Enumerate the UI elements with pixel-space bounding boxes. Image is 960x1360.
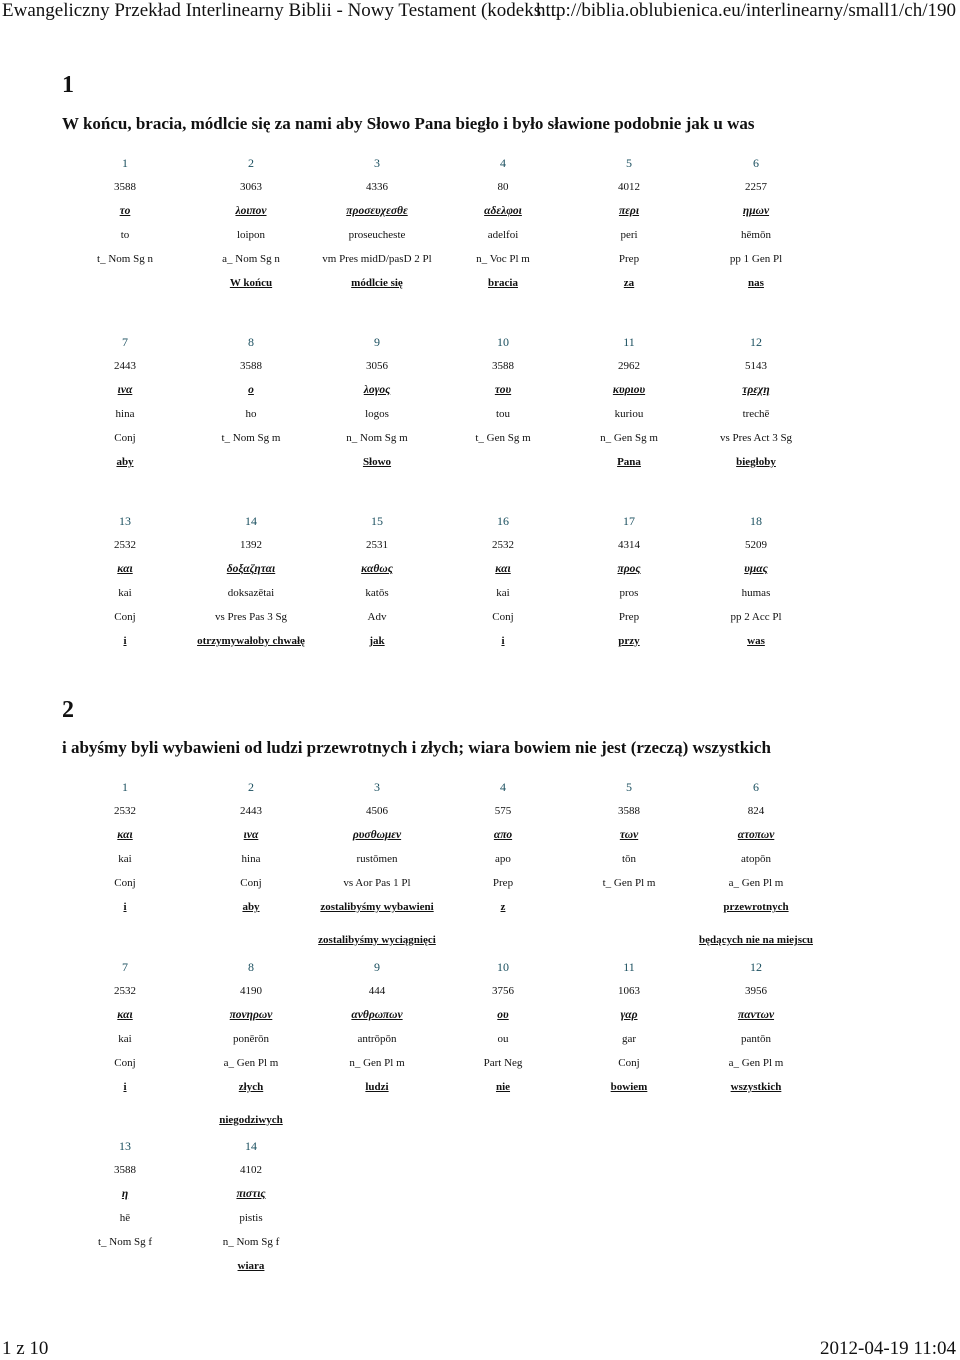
morphology: a_ Gen Pl m [728, 877, 784, 889]
greek-word[interactable]: πονηρων [229, 1009, 273, 1021]
transliteration: ou [497, 1033, 509, 1045]
greek-word[interactable]: υμας [744, 563, 768, 575]
strong-number[interactable]: 3063 [240, 181, 262, 193]
strong-number[interactable]: 2443 [114, 360, 136, 372]
strong-number[interactable]: 5209 [745, 539, 767, 551]
strong-number[interactable]: 1063 [618, 985, 640, 997]
word-position: 3 [374, 156, 380, 170]
greek-word[interactable]: τρεχη [742, 384, 770, 396]
transliteration: antrōpōn [357, 1033, 397, 1045]
transliteration: adelfoi [487, 229, 519, 241]
greek-word[interactable]: και [495, 563, 511, 575]
word-position: 13 [119, 514, 131, 528]
greek-word[interactable]: ινα [117, 384, 133, 396]
strong-number[interactable]: 3056 [366, 360, 388, 372]
strong-number[interactable]: 3588 [618, 805, 640, 817]
greek-word[interactable]: προς [617, 563, 641, 575]
polish-translation[interactable]: módlcie się [351, 277, 403, 289]
word-position: 11 [623, 960, 635, 974]
morphology: Prep [492, 877, 514, 889]
morphology: vs Aor Pas 1 Pl [343, 877, 411, 889]
greek-word[interactable]: ου [497, 1009, 509, 1021]
greek-word[interactable]: πιστις [236, 1188, 266, 1200]
word-position: 11 [623, 335, 635, 349]
word-position: 13 [119, 1139, 131, 1153]
transliteration: logos [365, 408, 389, 420]
polish-translation[interactable]: aby [242, 901, 260, 913]
alternative-translation[interactable]: będących nie na miejscu [699, 934, 813, 946]
word-position: 15 [371, 514, 383, 528]
word-position: 8 [248, 960, 254, 974]
word-position: 17 [623, 514, 635, 528]
word-position: 10 [497, 960, 509, 974]
strong-number[interactable]: 824 [747, 805, 765, 817]
morphology: t_ Nom Sg n [97, 253, 153, 265]
morphology: n_ Voc Pl m [476, 253, 530, 265]
word-position: 5 [626, 780, 632, 794]
strong-number[interactable]: 2532 [492, 539, 514, 551]
strong-number[interactable]: 2532 [114, 539, 136, 551]
word-position: 14 [245, 1139, 257, 1153]
word-position: 9 [374, 335, 380, 349]
morphology: t_ Gen Sg m [475, 432, 531, 444]
print-datetime: 2012-04-19 11:04 [820, 1338, 956, 1359]
alternative-translation[interactable]: zostalibyśmy wyciągnięci [318, 934, 436, 946]
transliteration: hina [115, 408, 135, 420]
transliteration: hēmōn [741, 229, 771, 241]
strong-number[interactable]: 4190 [240, 985, 262, 997]
transliteration: hē [119, 1212, 131, 1224]
polish-translation[interactable]: was [747, 635, 765, 647]
transliteration: proseucheste [348, 229, 406, 241]
morphology: Conj [114, 1057, 136, 1069]
polish-translation[interactable]: nie [495, 1081, 511, 1093]
greek-word[interactable]: καθως [361, 563, 393, 575]
morphology: n_ Gen Pl m [349, 1057, 405, 1069]
polish-translation[interactable]: i [123, 901, 127, 913]
word-position: 9 [374, 960, 380, 974]
strong-number[interactable]: 2531 [366, 539, 388, 551]
morphology: Conj [114, 877, 136, 889]
transliteration: pros [619, 587, 639, 599]
transliteration: peri [620, 229, 638, 241]
transliteration: ponērōn [232, 1033, 270, 1045]
polish-translation[interactable]: wiara [237, 1260, 265, 1272]
strong-number[interactable]: 2532 [114, 985, 136, 997]
polish-translation[interactable]: jak [369, 635, 385, 647]
greek-word[interactable]: λογος [363, 384, 391, 396]
polish-translation[interactable]: za [623, 277, 635, 289]
strong-number[interactable]: 4012 [618, 181, 640, 193]
greek-word[interactable]: και [117, 1009, 133, 1021]
morphology: n_ Gen Sg m [600, 432, 658, 444]
word-position: 4 [500, 780, 506, 794]
polish-translation[interactable]: przewrotnych [723, 901, 789, 913]
greek-word[interactable]: ινα [243, 829, 259, 841]
word-position: 10 [497, 335, 509, 349]
greek-word[interactable]: η [121, 1188, 129, 1200]
strong-number[interactable]: 3956 [745, 985, 767, 997]
page-url[interactable]: http://biblia.oblubienica.eu/interlinearny/small1/ch/190 [535, 0, 956, 21]
greek-word[interactable]: αδελφοι [484, 205, 522, 217]
greek-word[interactable]: παντων [737, 1009, 775, 1021]
strong-number[interactable]: 3588 [492, 360, 514, 372]
greek-word[interactable]: το [119, 205, 131, 217]
transliteration: tōn [621, 853, 637, 865]
alternative-translation[interactable]: niegodziwych [219, 1114, 283, 1126]
strong-number[interactable]: 3588 [240, 360, 262, 372]
transliteration: atopōn [741, 853, 771, 865]
transliteration: pantōn [741, 1033, 771, 1045]
greek-word[interactable]: ανθρωπων [351, 1009, 403, 1021]
morphology: vs Pres Act 3 Sg [719, 432, 793, 444]
morphology: Prep [618, 611, 640, 623]
transliteration: loipon [236, 229, 266, 241]
polish-translation[interactable]: Pana [617, 456, 641, 468]
greek-word[interactable]: ο [248, 384, 254, 396]
greek-word[interactable]: του [494, 384, 512, 396]
transliteration: kuriou [614, 408, 644, 420]
transliteration: tou [495, 408, 511, 420]
polish-translation[interactable]: W końcu [229, 277, 273, 289]
transliteration: doksazētai [227, 587, 275, 599]
greek-word[interactable]: προσευχεσθε [346, 205, 408, 217]
verse-text: W końcu, bracia, módlcie się za nami aby Słowo Pana biegło i było sławione podobnie jak u was [62, 114, 755, 133]
morphology: Adv [367, 611, 387, 623]
morphology: a_ Gen Pl m [728, 1057, 784, 1069]
verse-text: i abyśmy byli wybawieni od ludzi przewrotnych i złych; wiara bowiem nie jest (rzeczą) wszystkich [62, 738, 771, 757]
greek-word[interactable]: ημων [742, 205, 770, 217]
strong-number[interactable]: 2962 [618, 360, 640, 372]
transliteration: pistis [239, 1212, 263, 1224]
polish-translation[interactable]: zostalibyśmy wybawieni [320, 901, 434, 913]
polish-translation[interactable]: bracia [488, 277, 518, 289]
greek-word[interactable]: των [619, 829, 639, 841]
morphology: Conj [114, 432, 136, 444]
morphology: t_ Nom Sg m [221, 432, 281, 444]
greek-word[interactable]: και [117, 563, 133, 575]
morphology: Conj [114, 611, 136, 623]
polish-translation[interactable]: wszystkich [730, 1081, 782, 1093]
document-title: Ewangeliczny Przekład Interlinearny Biblii - Nowy Testament (kodeks ... [2, 0, 561, 21]
word-position: 2 [248, 780, 254, 794]
strong-number[interactable]: 2257 [745, 181, 767, 193]
polish-translation[interactable]: i [123, 635, 127, 647]
polish-translation[interactable]: nas [748, 277, 764, 289]
verse-number: 2 [62, 697, 74, 723]
transliteration: gar [621, 1033, 637, 1045]
morphology: Conj [240, 877, 262, 889]
polish-translation[interactable]: i [501, 635, 505, 647]
strong-number[interactable]: 2443 [240, 805, 262, 817]
morphology: n_ Nom Sg f [222, 1236, 280, 1248]
word-position: 4 [500, 156, 506, 170]
strong-number[interactable]: 4506 [366, 805, 388, 817]
polish-translation[interactable]: aby [116, 456, 134, 468]
word-position: 14 [245, 514, 257, 528]
word-position: 12 [750, 960, 762, 974]
morphology: Conj [492, 611, 514, 623]
morphology: vm Pres midD/pasD 2 Pl [322, 253, 432, 265]
transliteration: kai [118, 587, 132, 599]
strong-number[interactable]: 575 [494, 805, 512, 817]
polish-translation[interactable]: i [123, 1081, 127, 1093]
word-position: 2 [248, 156, 254, 170]
transliteration: ho [245, 408, 257, 420]
transliteration: rustōmen [356, 853, 398, 865]
strong-number[interactable]: 1392 [240, 539, 262, 551]
strong-number[interactable]: 3588 [114, 1164, 136, 1176]
strong-number[interactable]: 4336 [366, 181, 388, 193]
word-position: 7 [122, 960, 128, 974]
strong-number[interactable]: 4102 [240, 1164, 262, 1176]
page-counter: 1 z 10 [2, 1338, 49, 1359]
morphology: Prep [618, 253, 640, 265]
word-position: 18 [750, 514, 762, 528]
greek-word[interactable]: περι [618, 205, 640, 217]
transliteration: humas [741, 587, 771, 599]
word-position: 12 [750, 335, 762, 349]
word-position: 16 [497, 514, 509, 528]
strong-number[interactable]: 3588 [114, 181, 136, 193]
greek-word[interactable]: απο [493, 829, 513, 841]
transliteration: kai [496, 587, 510, 599]
morphology: a_ Gen Pl m [223, 1057, 279, 1069]
polish-translation[interactable]: ludzi [365, 1081, 389, 1093]
morphology: t_ Nom Sg f [97, 1236, 153, 1248]
strong-number[interactable]: 3756 [492, 985, 514, 997]
word-position: 5 [626, 156, 632, 170]
transliteration: kai [118, 853, 132, 865]
polish-translation[interactable]: bowiem [610, 1081, 648, 1093]
polish-translation[interactable]: z [500, 901, 506, 913]
greek-word[interactable]: κυριου [612, 384, 646, 396]
greek-word[interactable]: γαρ [620, 1009, 638, 1021]
word-position: 7 [122, 335, 128, 349]
greek-word[interactable]: λοιπον [235, 205, 267, 217]
word-position: 6 [753, 780, 759, 794]
transliteration: trechē [742, 408, 770, 420]
word-position: 3 [374, 780, 380, 794]
morphology: vs Pres Pas 3 Sg [214, 611, 288, 623]
greek-word[interactable]: ατοπων [737, 829, 775, 841]
strong-number[interactable]: 4314 [618, 539, 640, 551]
morphology: Conj [618, 1057, 640, 1069]
strong-number[interactable]: 80 [497, 181, 509, 193]
word-position: 8 [248, 335, 254, 349]
word-position: 6 [753, 156, 759, 170]
word-position: 1 [122, 156, 128, 170]
polish-translation[interactable]: biegłoby [736, 456, 776, 468]
transliteration: apo [495, 853, 511, 865]
transliteration: katōs [365, 587, 389, 599]
morphology: a_ Nom Sg n [222, 253, 280, 265]
strong-number[interactable]: 5143 [745, 360, 767, 372]
transliteration: hina [241, 853, 261, 865]
polish-translation[interactable]: Słowo [362, 456, 392, 468]
morphology: pp 1 Gen Pl [729, 253, 783, 265]
polish-translation[interactable]: przy [618, 635, 640, 647]
morphology: Part Neg [483, 1057, 523, 1069]
polish-translation[interactable]: otrzymywałoby chwałę [197, 635, 305, 647]
word-position: 1 [122, 780, 128, 794]
morphology: t_ Gen Pl m [602, 877, 656, 889]
verse-number: 1 [62, 72, 74, 98]
greek-word[interactable]: δοξαζηται [226, 563, 276, 575]
transliteration: kai [118, 1033, 132, 1045]
greek-word[interactable]: και [117, 829, 133, 841]
strong-number[interactable]: 2532 [114, 805, 136, 817]
morphology: pp 2 Acc Pl [730, 611, 782, 623]
polish-translation[interactable]: złych [238, 1081, 264, 1093]
greek-word[interactable]: ρυσθωμεν [352, 829, 402, 841]
transliteration: to [120, 229, 130, 241]
strong-number[interactable]: 444 [368, 985, 386, 997]
morphology: n_ Nom Sg m [346, 432, 408, 444]
